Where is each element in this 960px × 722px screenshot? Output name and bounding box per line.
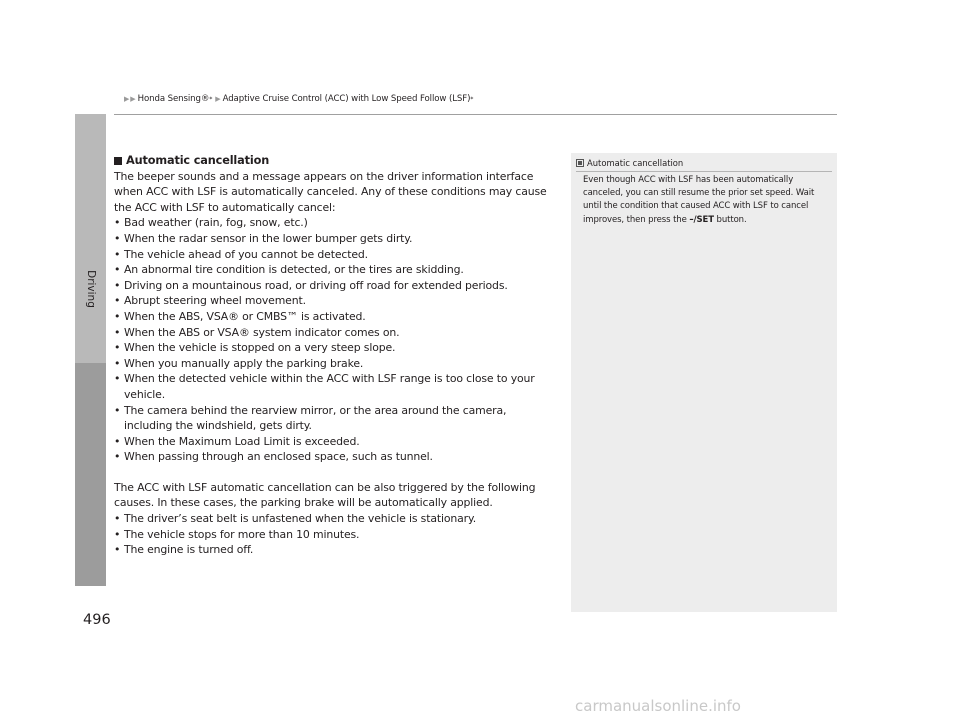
second-paragraph: The ACC with LSF automatic cancellation can be also triggered by the following causes. In these cases, the parking brake will be automatically applied. xyxy=(114,480,536,510)
watermark: carmanualsonline.info xyxy=(575,697,741,715)
heading-square-icon xyxy=(114,157,122,165)
list-item: • The vehicle ahead of you cannot be detected. xyxy=(114,247,554,263)
list-item: • When the vehicle is stopped on a very steep slope. xyxy=(114,340,554,356)
note-title: Automatic cancellation xyxy=(576,158,683,168)
list-item: • The vehicle stops for more than 10 minutes. xyxy=(114,527,554,543)
list-item: • When the radar sensor in the lower bumper gets dirty. xyxy=(114,231,554,247)
conditions-list xyxy=(114,215,554,465)
intro-paragraph: The beeper sounds and a message appears on the driver information interface when ACC with LSF is automatically canceled. Any of these conditions may cause the ACC with LSF to automatically cancel: xyxy=(114,169,547,214)
breadcrumb xyxy=(124,94,473,104)
note-divider xyxy=(576,171,832,172)
breadcrumb-item-honda-sensing[interactable]: Honda Sensing® xyxy=(137,94,210,104)
breadcrumb-arrow-icon: ▶ xyxy=(124,95,130,103)
list-item: • When the detected vehicle within the ACC with LSF range is too close to your vehicle. xyxy=(114,371,554,402)
list-item: • Abrupt steering wheel movement. xyxy=(114,293,554,309)
header-divider xyxy=(114,114,837,115)
list-item: • The engine is turned off. xyxy=(114,542,554,558)
list-item: • When you manually apply the parking brake. xyxy=(114,356,554,372)
list-item: • The camera behind the rearview mirror, or the area around the camera, including the windshield, gets dirty. xyxy=(114,403,554,434)
list-item: • When the ABS or VSA® system indicator comes on. xyxy=(114,325,554,341)
triggers-list xyxy=(114,511,554,558)
breadcrumb-footnote-mark: * xyxy=(470,95,474,103)
list-item: • The driver’s seat belt is unfastened when the vehicle is stationary. xyxy=(114,511,554,527)
note-marker-icon xyxy=(576,159,584,167)
breadcrumb-item-acc[interactable]: Adaptive Cruise Control (ACC) with Low Speed Follow (LSF) xyxy=(222,94,471,104)
list-item: • Driving on a mountainous road, or driving off road for extended periods. xyxy=(114,278,554,294)
breadcrumb-arrow-icon: ▶ xyxy=(130,95,136,103)
section-heading: Automatic cancellation xyxy=(114,153,554,169)
main-content xyxy=(114,153,554,558)
list-item: • An abnormal tire condition is detected, or the tires are skidding. xyxy=(114,262,554,278)
list-item: • When passing through an enclosed space, such as tunnel. xyxy=(114,449,554,465)
section-tab-label: Driving xyxy=(84,270,97,308)
set-button-label: –/SET xyxy=(689,214,714,225)
list-item: • When the Maximum Load Limit is exceeded. xyxy=(114,434,554,450)
breadcrumb-arrow-icon: ▶ xyxy=(215,95,221,103)
breadcrumb-footnote-mark: * xyxy=(209,95,213,103)
note-text: Even though ACC with LSF has been automatically canceled, you can still resume the prior set speed. Wait until the condition that caused ACC with LSF to cancel improves, then press the –/SET button. xyxy=(583,175,815,225)
page-number: 496 xyxy=(83,612,111,628)
list-item: • When the ABS, VSA® or CMBS™ is activated. xyxy=(114,309,554,325)
list-item: • Bad weather (rain, fog, snow, etc.) xyxy=(114,215,554,231)
section-tab xyxy=(75,363,106,586)
